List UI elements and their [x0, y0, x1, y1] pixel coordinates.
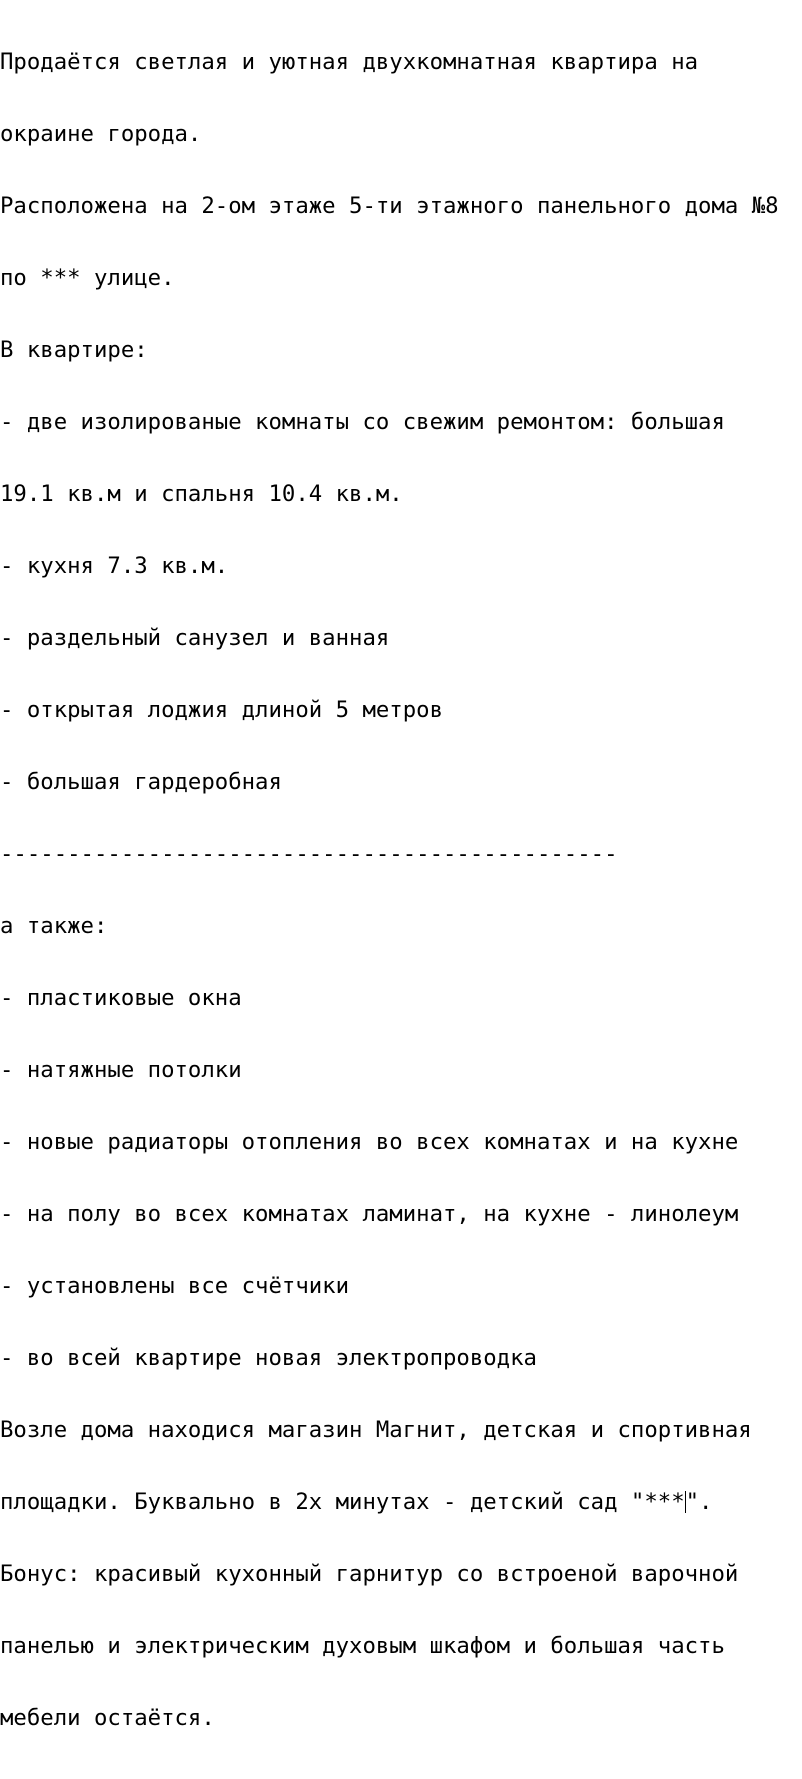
text-line: - во всей квартире новая электропроводка: [0, 1345, 537, 1371]
text-line: Продаётся светлая и уютная двухкомнатная квартира на: [0, 49, 699, 75]
text-line: по *** улице.: [0, 265, 175, 291]
text-line: - пластиковые окна: [0, 985, 242, 1011]
text-area[interactable]: [0, 2, 779, 1778]
text-line: - открытая лоджия длиной 5 метров: [0, 697, 443, 723]
text-after-caret: ".: [685, 1489, 713, 1515]
separator-line: ----------------------------------------------: [0, 841, 618, 867]
text-line: панелью и электрическим духовым шкафом и большая часть: [0, 1633, 725, 1659]
text-before-caret: площадки. Буквально в 2х минутах - детский сад "***: [0, 1489, 685, 1515]
text-line: Расположена на 2-ом этаже 5-ти этажного панельного дома №8: [0, 193, 779, 219]
text-line: - кухня 7.3 кв.м.: [0, 553, 229, 579]
text-line: 19.1 кв.м и спальня 10.4 кв.м.: [0, 481, 403, 507]
text-line: - большая гардеробная: [0, 769, 282, 795]
text-line: - раздельный санузел и ванная: [0, 625, 390, 651]
text-line: Бонус: красивый кухонный гарнитур со встроеной варочной: [0, 1561, 739, 1587]
text-line-with-caret: [0, 1490, 779, 1514]
text-line: - две изолированые комнаты со свежим ремонтом: большая: [0, 409, 725, 435]
text-line: мебели остаётся.: [0, 1705, 215, 1731]
text-line: Возле дома находися магазин Магнит, детская и спортивная: [0, 1417, 752, 1443]
text-line: - установлены все счётчики: [0, 1273, 350, 1299]
text-line: а также:: [0, 913, 108, 939]
text-line: - новые радиаторы отопления во всех комнатах и на кухне: [0, 1129, 739, 1155]
text-line: - на полу во всех комнатах ламинат, на кухне - линолеум: [0, 1201, 739, 1227]
text-line: - натяжные потолки: [0, 1057, 242, 1083]
text-line: В квартире:: [0, 337, 148, 363]
text-line: окраине города.: [0, 121, 202, 147]
